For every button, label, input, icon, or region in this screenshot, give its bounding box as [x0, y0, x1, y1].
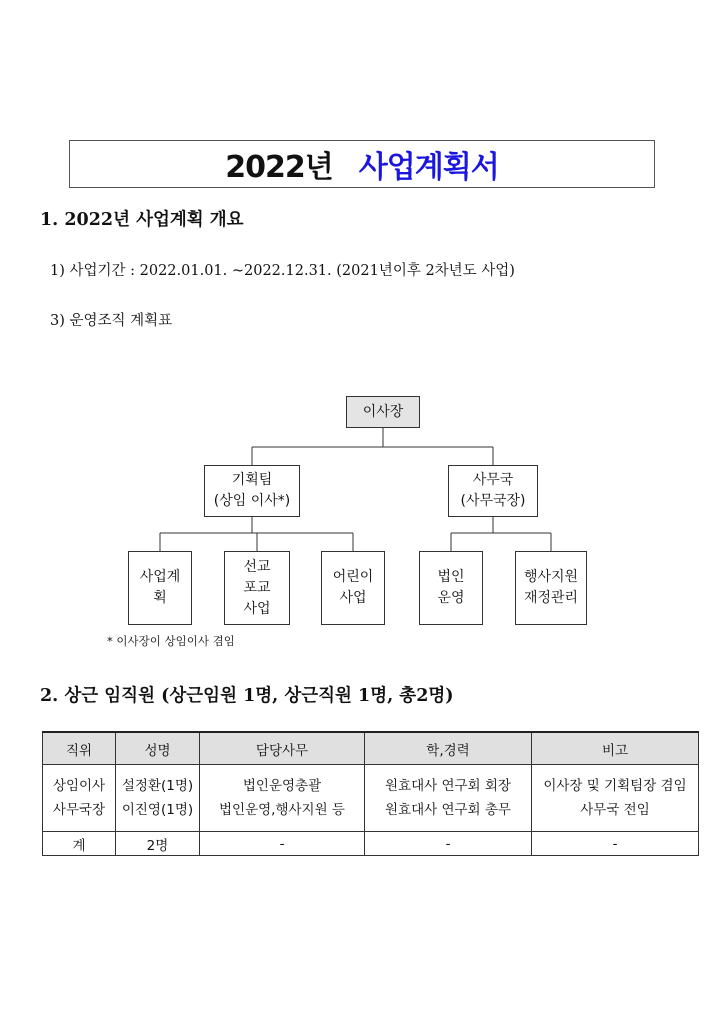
business-period: 1) 사업기간 : 2022.01.01. ~2022.12.31. (2021년이후 2차년도 사업) [50, 263, 515, 279]
cell-career: 원효대사 연구회 회장 원효대사 연구회 총무 [365, 765, 532, 832]
header-career: 학,경력 [365, 732, 532, 765]
cell-name: 설정환(1명) 이진영(1명) [116, 765, 200, 832]
org-chairman: 이사장 [346, 396, 420, 428]
org-unit-event-finance: 행사지원 재정관리 [515, 551, 587, 625]
org-secretariat: 사무국 (사무국장) [448, 465, 538, 517]
title-year: 2022년 [225, 150, 333, 185]
org-unit-missionary: 선교 포교 사업 [224, 551, 290, 625]
cell-remark: 이사장 및 기획팀장 겸임 사무국 전임 [532, 765, 699, 832]
section1-heading: 1. 2022년 사업계획 개요 [40, 210, 244, 230]
cell-position: 상임이사 사무국장 [43, 765, 116, 832]
header-remark: 비고 [532, 732, 699, 765]
org-unit-corporation: 법인 운영 [419, 551, 483, 625]
org-planning-team: 기획팀 (상임 이사*) [204, 465, 300, 517]
total-duty: - [200, 832, 365, 856]
org-chart-label: 3) 운영조직 계획표 [50, 313, 173, 329]
table-header-row [43, 732, 699, 765]
section2-heading: 2. 상근 임직원 (상근임원 1명, 상근직원 1명, 총2명) [40, 686, 454, 706]
org-chart-note: * 이사장이 상임이사 겸임 [107, 634, 235, 648]
total-remark: - [532, 832, 699, 856]
header-name: 성명 [116, 732, 200, 765]
total-career: - [365, 832, 532, 856]
org-unit-business-plan: 사업계 획 [128, 551, 192, 625]
total-label: 계 [43, 832, 116, 856]
table-total-row [43, 832, 699, 856]
cell-duty: 법인운영총괄 법인운영,행사지원 등 [200, 765, 365, 832]
title-main: 사업계획서 [358, 150, 499, 185]
header-position: 직위 [43, 732, 116, 765]
staff-table [42, 731, 699, 856]
table-row [43, 765, 699, 832]
header-duty: 담당사무 [200, 732, 365, 765]
org-unit-children: 어린이 사업 [321, 551, 385, 625]
total-count: 2명 [116, 832, 200, 856]
